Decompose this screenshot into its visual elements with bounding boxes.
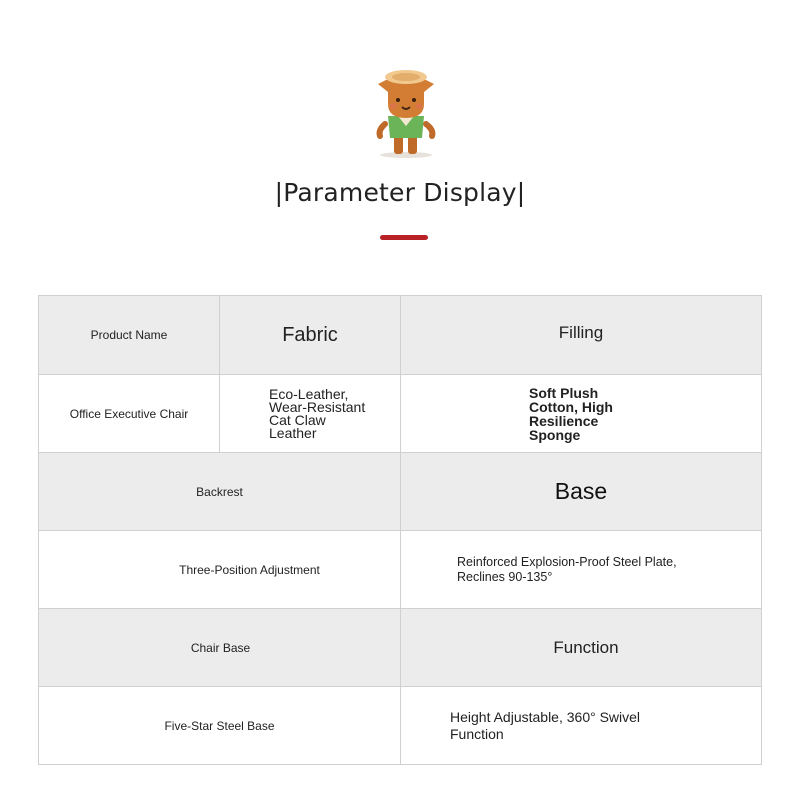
- backrest-label: Backrest: [196, 484, 243, 499]
- fabric-value: Eco-Leather, Wear-Resistant Cat Claw Leather: [269, 385, 366, 441]
- table-cell: [220, 375, 401, 453]
- page-title: |Parameter Display|: [274, 178, 526, 207]
- table-row: [39, 531, 761, 609]
- table-cell: [401, 375, 761, 453]
- table-cell: [39, 531, 401, 609]
- base-label: Base: [554, 478, 608, 504]
- table-row: [39, 296, 761, 375]
- base-value: Reinforced Explosion-Proof Steel Plate, Reclines 90-135°: [457, 554, 677, 584]
- table-header-cell: [401, 609, 761, 687]
- table-header-cell: [220, 296, 401, 375]
- chair-base-value: Five-Star Steel Base: [164, 718, 275, 733]
- chair-base-label: Chair Base: [190, 640, 251, 655]
- title-underline: [380, 235, 428, 240]
- fabric-label: Fabric: [282, 323, 338, 346]
- table-header-cell: [39, 453, 401, 531]
- table-cell: [401, 687, 761, 764]
- table-row: [39, 453, 761, 531]
- table-cell: [39, 375, 220, 453]
- filling-label: Filling: [558, 322, 604, 342]
- table-row: [39, 687, 761, 764]
- filling-value: Soft Plush Cotton, High Resilience Sponge: [529, 384, 613, 443]
- table-header-cell: [401, 453, 761, 531]
- function-value: Height Adjustable, 360° Swivel Function: [450, 708, 641, 742]
- table-row: [39, 609, 761, 687]
- table-cell: [401, 531, 761, 609]
- table-header-cell: [401, 296, 761, 375]
- table-header-cell: [39, 296, 220, 375]
- product-name-label: Product Name: [90, 328, 168, 342]
- table-cell: [39, 687, 401, 764]
- table-header-cell: [39, 609, 401, 687]
- backrest-value: Three-Position Adjustment: [179, 562, 320, 577]
- table-row: [39, 375, 761, 453]
- function-label: Function: [553, 638, 619, 657]
- tree-stump-mascot-icon: [368, 62, 444, 162]
- parameter-table: [38, 295, 762, 765]
- product-name-value: Office Executive Chair: [69, 406, 189, 421]
